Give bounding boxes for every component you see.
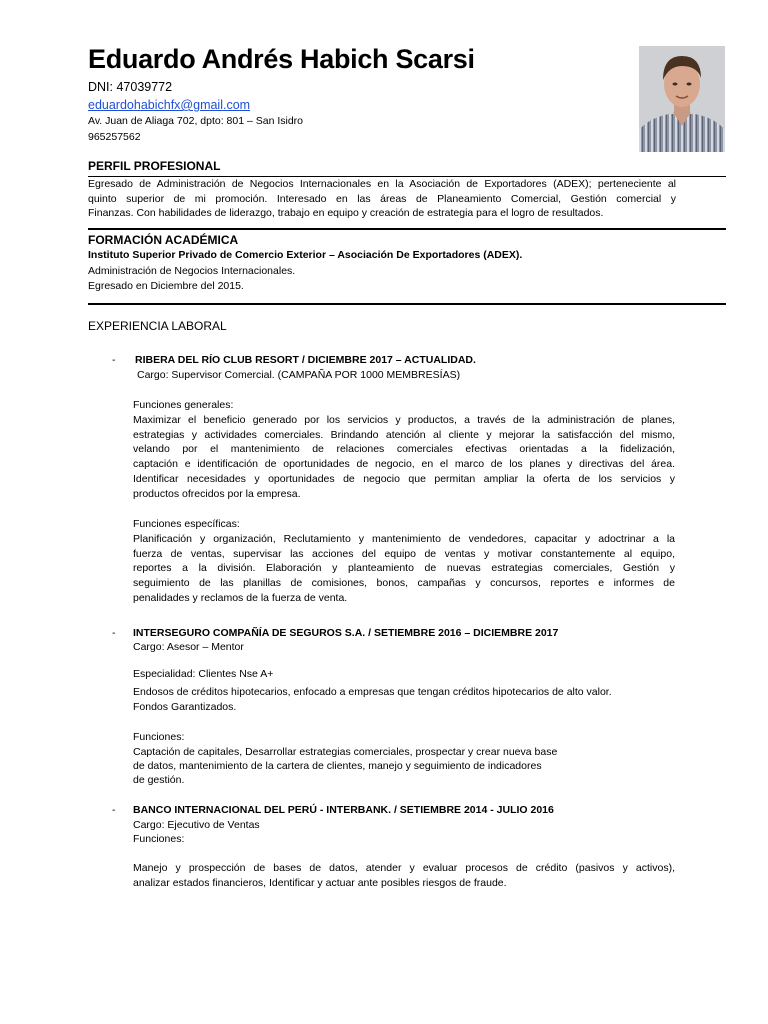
functions-specific-title: Funciones específicas: bbox=[133, 518, 240, 530]
job-role: Cargo: Ejecutivo de Ventas bbox=[133, 819, 260, 831]
text-line: captación e identificación de oportunidades de negocio, en el marco de los planes y directivas del área. bbox=[133, 458, 675, 471]
dni-number: DNI: 47039772 bbox=[88, 80, 173, 94]
functions-specific-text bbox=[133, 532, 675, 606]
address: Av. Juan de Aliaga 702, dpto: 801 – San Isidro bbox=[88, 115, 304, 127]
profile-line: quinto superior de mi promoción. Interesado en las áreas de Planeamiento Comercial, Gestión comercial y bbox=[88, 192, 676, 205]
job-heading: BANCO INTERNACIONAL DEL PERÚ - INTERBANK. / SETIEMBRE 2014 - JULIO 2016 bbox=[133, 804, 554, 816]
job-endorsements bbox=[133, 685, 612, 715]
job-heading: INTERSEGURO COMPAÑÍA DE SEGUROS S.A. / SETIEMBRE 2016 – DICIEMBRE 2017 bbox=[133, 627, 559, 639]
text-line: Endosos de créditos hipotecarios, enfocado a empresas que tengan créditos hipotecarios de alto valor. bbox=[133, 686, 612, 698]
text-line: de gestión. bbox=[133, 774, 185, 786]
candidate-name: Eduardo Andrés Habich Scarsi bbox=[88, 44, 475, 74]
profile-line: Finanzas. Con habilidades de liderazgo, trabajo en equipo y creación de estrategia para el logro de resultados. bbox=[88, 207, 604, 220]
profile-section-title: PERFIL PROFESIONAL bbox=[88, 159, 221, 173]
section-divider bbox=[88, 303, 726, 305]
bullet-dash: - bbox=[112, 804, 116, 816]
text-line: estrategias y actividades comerciales. Brindando atención al cliente y mejorar la satisfacción del mismo, bbox=[133, 428, 675, 441]
functions-general-text bbox=[133, 413, 675, 501]
text-line: fuerza de ventas, supervisar las acciones del equipo de ventas y motivar constantemente al equipo, bbox=[133, 547, 675, 560]
profile-summary bbox=[88, 177, 676, 221]
text-line: velando por el mantenimiento de relaciones comerciales efectivas orientadas a la fidelización, bbox=[133, 443, 675, 456]
bullet-dash: - bbox=[112, 354, 116, 366]
job-heading: RIBERA DEL RÍO CLUB RESORT / DICIEMBRE 2017 – ACTUALIDAD. bbox=[135, 354, 476, 366]
text-line: analizar estados financieros, Identificar y actuar ante posibles riesgos de fraude. bbox=[133, 876, 507, 889]
functions-text bbox=[133, 745, 557, 787]
text-line: de datos, mantenimiento de la cartera de clientes, manejo y seguimiento de indicadores bbox=[133, 760, 542, 772]
experience-section-title: EXPERIENCIA LABORAL bbox=[88, 319, 227, 333]
functions-text bbox=[133, 861, 675, 890]
text-line: seguimiento de las planillas de comisiones, bonos, campañas y concursos, reportes e informes de bbox=[133, 577, 675, 590]
text-line: Fondos Garantizados. bbox=[133, 701, 237, 713]
job-specialty: Especialidad: Clientes Nse A+ bbox=[133, 668, 274, 680]
text-line: Maximizar el beneficio generado por los servicios y productos, a través de la administración de planes, bbox=[133, 414, 675, 426]
text-line: reportes a la división. Elaboración y planteamiento de nuevas estrategias comerciales, Gestión y bbox=[133, 562, 675, 575]
job-role: Cargo: Asesor – Mentor bbox=[133, 641, 244, 653]
education-institution: Instituto Superior Privado de Comercio Exterior – Asociación De Exportadores (ADEX). bbox=[88, 249, 523, 261]
job-role: Cargo: Supervisor Comercial. (CAMPAÑA POR 1000 MEMBRESÍAS) bbox=[137, 369, 461, 381]
text-line: Planificación y organización, Reclutamiento y mantenimiento de vendedores, capacitar y adoctrinar a la bbox=[133, 533, 675, 545]
education-section-title: FORMACIÓN ACADÉMICA bbox=[88, 233, 239, 247]
education-degree: Administración de Negocios Internacionales. bbox=[88, 265, 296, 277]
text-line: Identificar necesidades y oportunidades de negocio que permitan ampliar la oferta de los servicios y bbox=[133, 472, 675, 485]
text-line: Captación de capitales, Desarrollar estrategias comerciales, prospectar y crear nueva base bbox=[133, 746, 558, 758]
profile-line: Egresado de Administración de Negocios Internacionales en la Asociación de Exportadores (ADEX); perteneciente al bbox=[88, 178, 676, 190]
functions-title: Funciones: bbox=[133, 731, 185, 743]
functions-general-title: Funciones generales: bbox=[133, 399, 234, 411]
text-line: penalidades y reclamos de la fuerza de venta. bbox=[133, 591, 348, 604]
functions-title: Funciones: bbox=[133, 833, 185, 845]
bullet-dash: - bbox=[112, 627, 116, 639]
phone-number: 965257562 bbox=[88, 131, 141, 143]
education-graduation: Egresado en Diciembre del 2015. bbox=[88, 280, 244, 292]
email-link[interactable]: eduardohabichfx@gmail.com bbox=[88, 98, 251, 112]
text-line: Manejo y prospección de bases de datos, atender y evaluar procesos de crédito (pasivos y activos), bbox=[133, 862, 675, 874]
profile-photo bbox=[639, 46, 725, 152]
text-line: productos ofrecidos por la empresa. bbox=[133, 487, 301, 500]
section-divider bbox=[88, 228, 726, 230]
